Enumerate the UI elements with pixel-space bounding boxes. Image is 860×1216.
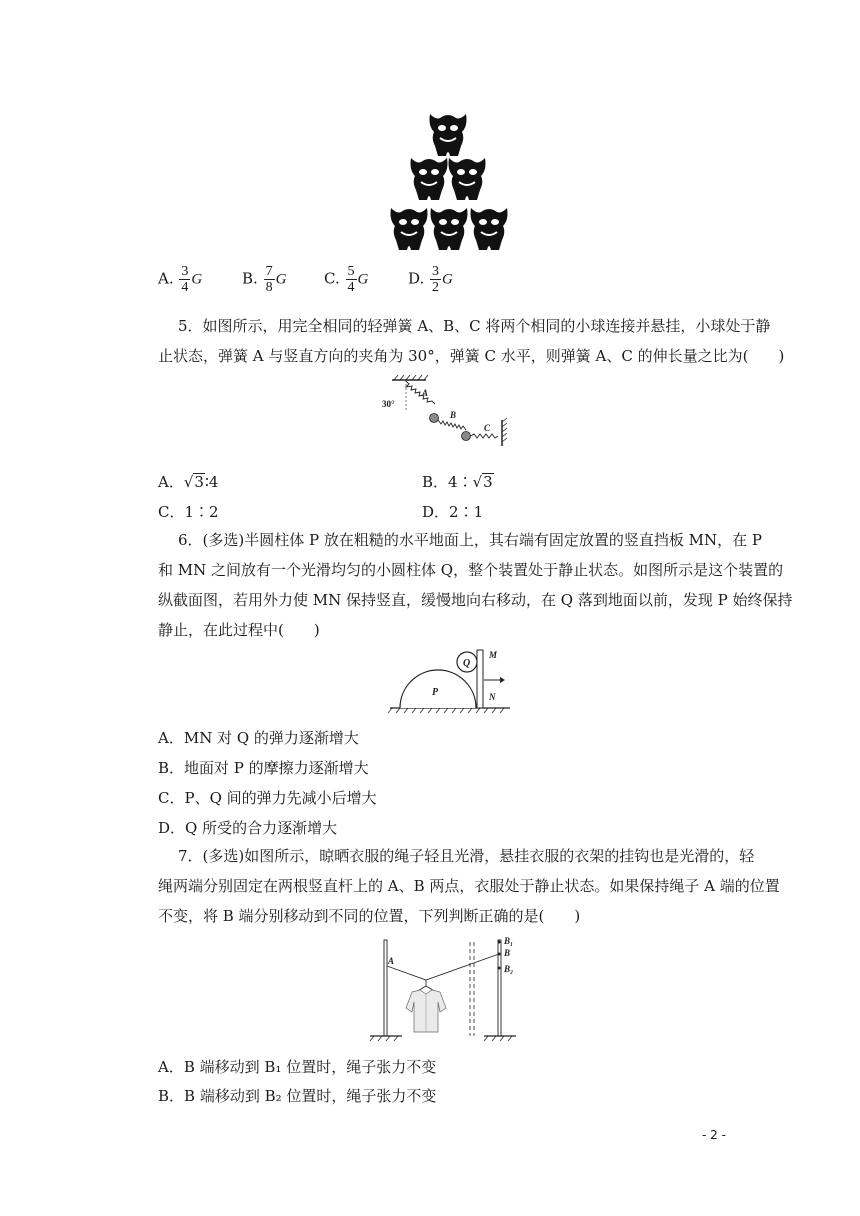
q5-option-d: D．2∶1 xyxy=(422,503,484,521)
b-label: B xyxy=(504,948,511,958)
q6-option-c: C．P、Q 间的弹力先减小后增大 xyxy=(158,789,377,807)
q4-option-d: D. $\frac{3}{2}$ G xyxy=(408,264,453,295)
spring-b-label: B xyxy=(450,410,457,420)
q6-stem-line-3: 纵截面图，若用外力使 MN 保持竖直，缓慢地向右移动，在 Q 落到地面以前，发现 P 始终保持 xyxy=(158,591,793,609)
spring-figure xyxy=(380,374,520,446)
q6-stem-line-2: 和 MN 之间放有一个光滑均匀的小圆柱体 Q，整个装置处于静止状态。如图所示是这个装置的 xyxy=(158,561,784,579)
a-label: A xyxy=(388,956,395,966)
spring-c-label: C xyxy=(484,423,491,433)
m-label: M xyxy=(489,650,498,660)
fraction: $\frac{5}{4}$ xyxy=(347,264,355,295)
p-label: P xyxy=(432,687,439,698)
q7-stem-line-1: 7．(多选)如图所示，晾晒衣服的绳子轻且光滑，悬挂衣服的衣架的挂钩也是光滑的，轻 xyxy=(178,847,755,865)
q6-option-d: D．Q 所受的合力逐渐增大 xyxy=(158,819,338,837)
q7-option-b: B．B 端移动到 B₂ 位置时，绳子张力不变 xyxy=(158,1087,437,1105)
q6-stem-line-1: 6．(多选)半圆柱体 P 放在粗糙的水平地面上，其右端有固定放置的竖直挡板 MN，在 P xyxy=(178,531,762,549)
q4-option-a: A. $\frac{3}{4}$ G xyxy=(158,264,203,295)
b1-label: B₁ xyxy=(504,936,514,946)
fraction: $\frac{7}{8}$ xyxy=(265,264,273,295)
n-label: N xyxy=(489,692,496,702)
q6-option-b: B．地面对 P 的摩擦力逐渐增大 xyxy=(158,759,369,777)
q7-stem-line-3: 不变，将 B 端分别移动到不同的位置，下列判断正确的是( ) xyxy=(158,907,581,925)
q7-stem-line-2: 绳两端分别固定在两根竖直杆上的 A、B 两点，衣服处于静止状态。如果保持绳子 A 端的位置 xyxy=(158,877,780,895)
q4-option-b: B. $\frac{7}{8}$ G xyxy=(242,264,287,295)
fraction: $\frac{3}{2}$ xyxy=(432,264,440,295)
fraction: $\frac{3}{4}$ xyxy=(181,264,189,295)
spring-a-label: A xyxy=(422,388,429,398)
q-label: Q xyxy=(463,658,471,669)
q6-stem-line-4: 静止，在此过程中( ) xyxy=(158,621,320,639)
q6-option-a: A．MN 对 Q 的弹力逐渐增大 xyxy=(158,729,359,747)
q5-option-b: B．4∶√3 xyxy=(422,473,493,491)
page-number: - 2 - xyxy=(702,1128,726,1142)
q7-option-a: A．B 端移动到 B₁ 位置时，绳子张力不变 xyxy=(158,1058,437,1076)
half-cylinder-figure xyxy=(388,646,512,716)
angle-label: 30° xyxy=(382,399,395,409)
q5-stem-line-2: 止状态，弹簧 A 与竖直方向的夹角为 30°，弹簧 C 水平，则弹簧 A、C 的伸长量之比为( ) xyxy=(158,347,785,365)
q5-option-c: C．1∶2 xyxy=(158,503,219,521)
clothesline-figure xyxy=(366,932,524,1044)
monkey-stack-figure xyxy=(385,112,511,254)
q5-stem-line-1: 5．如图所示，用完全相同的轻弹簧 A、B、C 将两个相同的小球连接并悬挂，小球处于静 xyxy=(178,317,771,335)
b2-label: B₂ xyxy=(504,964,514,974)
q5-option-a: A．√3∶4 xyxy=(158,473,219,491)
q4-option-c: C. $\frac{5}{4}$ G xyxy=(324,264,369,295)
